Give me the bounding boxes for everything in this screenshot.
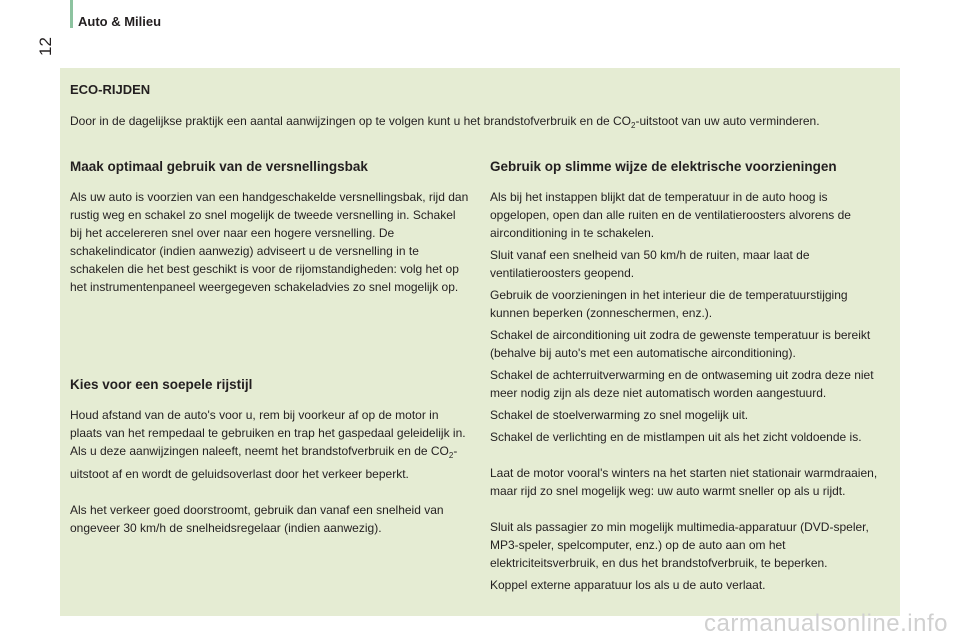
- driving-style-section-title: Kies voor een soepele rijstijl: [70, 377, 253, 392]
- driving-style-text-1: [70, 406, 470, 483]
- intro-subscript: 2: [631, 121, 636, 130]
- electrical-paragraph: Schakel de stoelverwarming zo snel mogelijk uit.: [490, 408, 749, 422]
- intro-text-part1: Door in de dagelijkse praktijk een aantal aanwijzingen op te volgen kunt u het brandstofverbruik en de CO: [70, 114, 632, 128]
- left-column: [70, 158, 470, 537]
- electrical-paragraph: Laat de motor vooral's winters na het starten niet stationair warmdraaien, maar rijd zo snel mogelijk weg: uw auto warmt sneller op als u rijdt.: [490, 466, 878, 498]
- eco-driving-panel: [60, 68, 900, 616]
- gearbox-section-title: Maak optimaal gebruik van de versnellingsbak: [70, 159, 368, 174]
- chapter-marker: [70, 0, 73, 28]
- chapter-title: Auto & Milieu: [78, 14, 162, 29]
- electrical-paragraph: Schakel de verlichting en de mistlampen uit als het zicht voldoende is.: [490, 430, 862, 444]
- electrical-paragraph: Als bij het instappen blijkt dat de temperatuur in de auto hoog is opgelopen, open dan alle ruiten en de ventilatieroosters alvorens de airconditioning in te schakelen.: [490, 190, 851, 240]
- gearbox-section-text: Als uw auto is voorzien van een handgeschakelde versnellingsbak, rijd dan rustig weg en schakel zo snel mogelijk de tweede versnelling in. Schakel bij het accelereren snel over naar een hogere versnelling. De schakelindicator (indien aanwezig) adviseert u de versnelling in te schakelen die het best geschikt is voor de rijomstandigheden: volg het op het instrumentenpaneel weergegeven schakeladvies zo snel mogelijk op.: [70, 190, 469, 294]
- electrical-paragraph: Schakel de airconditioning uit zodra de gewenste temperatuur is bereikt (behalve bij auto's met een automatische airconditioning).: [490, 328, 871, 360]
- electrical-paragraph: Sluit vanaf een snelheid van 50 km/h de ruiten, maar laat de ventilatieroosters geopend.: [490, 248, 810, 280]
- intro-title: ECO-RIJDEN: [70, 82, 151, 97]
- intro-text-part2: -uitstoot van uw auto verminderen.: [635, 114, 820, 128]
- driving-style-subscript: 2: [448, 451, 454, 460]
- driving-style-text-part1: Houd afstand van de auto's voor u, rem bij voorkeur af op de motor in plaats van het rempedaal te gebruiken en trap het gaspedaal geleidelijk in. Als u deze aanwijzingen naleeft, neemt het brandstofverbruik en de CO: [70, 408, 466, 458]
- electrical-paragraph: Gebruik de voorzieningen in het interieur die de temperatuurstijging kunnen beperken (zonneschermen, enz.).: [490, 288, 848, 320]
- watermark: carmanualsonline.info: [704, 610, 948, 637]
- driving-style-text-2: Als het verkeer goed doorstroomt, gebruik dan vanaf een snelheid van ongeveer 30 km/h de snelheidsregelaar (indien aanwezig).: [70, 503, 444, 535]
- electrical-section-title: Gebruik op slimme wijze de elektrische voorzieningen: [490, 159, 837, 174]
- page-number: 12: [36, 37, 55, 56]
- driving-style-text-part2: -uitstoot af en wordt de geluidsoverlast door het verkeer beperkt.: [70, 444, 458, 481]
- right-column: [490, 158, 890, 594]
- electrical-paragraph: Sluit als passagier zo min mogelijk multimedia-apparatuur (DVD-speler, MP3-speler, spelcomputer, enz.) op de auto aan om het elektriciteitsverbruik, en dus het brandstofverbruik, te beperken.: [490, 520, 869, 570]
- intro-text: [70, 112, 890, 135]
- electrical-paragraph: Koppel externe apparatuur los als u de auto verlaat.: [490, 578, 766, 592]
- electrical-paragraph: Schakel de achterruitverwarming en de ontwaseming uit zodra deze niet meer nodig zijn als deze niet automatisch worden aangestuurd.: [490, 368, 874, 400]
